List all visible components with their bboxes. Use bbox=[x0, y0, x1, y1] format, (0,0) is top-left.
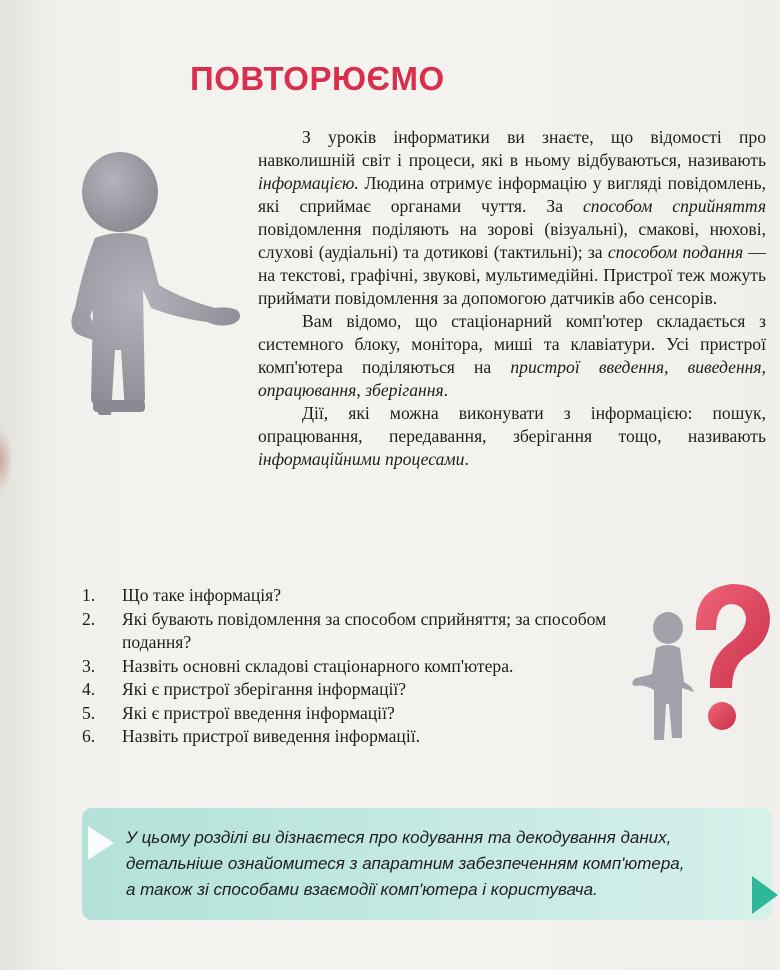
section-preview-text bbox=[126, 825, 746, 903]
emphasized-term: способом подання bbox=[607, 242, 744, 262]
question-mark-icon bbox=[628, 570, 778, 750]
question-item bbox=[82, 725, 642, 749]
question-number: 6. bbox=[82, 726, 96, 746]
question-number: 2. bbox=[82, 608, 96, 629]
question-text: Які є пристрої введення інформації? bbox=[122, 702, 395, 723]
intro-paragraph-1 bbox=[258, 126, 766, 310]
preview-line: детальніше ознайомитеся з апаратним забезпеченням комп'ютера, bbox=[126, 854, 685, 873]
question-number: 5. bbox=[82, 702, 96, 723]
question-number: 3. bbox=[82, 655, 96, 676]
question-item bbox=[82, 608, 642, 655]
emphasized-term: опрацювання bbox=[258, 380, 357, 400]
question-item bbox=[82, 702, 642, 726]
question-text: Назвіть основні складові стаціонарного комп'ютера. bbox=[122, 655, 514, 676]
question-text: Які бувають повідомлення за способом сприйняття; за способом подання? bbox=[122, 608, 607, 652]
text-run: , bbox=[356, 380, 366, 400]
next-arrow-icon[interactable] bbox=[752, 876, 778, 914]
person-figure-icon bbox=[55, 150, 250, 470]
question-number: 1. bbox=[82, 585, 96, 605]
emphasized-term: пристрої введення bbox=[510, 357, 665, 377]
emphasized-term: виведення bbox=[687, 357, 762, 377]
text-run: Людина отримує інформацію у вигляді повідомлень, які сприймає органами чуття. За bbox=[258, 173, 766, 216]
text-run: — на текстові, графічні, звукові, мультимедійні. Пристрої теж можуть приймати повідомлення за допомогою датчиків або сенсорів. bbox=[258, 242, 766, 308]
question-text: Які є пристрої зберігання інформації? bbox=[122, 679, 407, 699]
preview-line: а також зі способами взаємодії комп'ютера і користувача. bbox=[126, 880, 598, 899]
emphasized-term: інформаційними процесами bbox=[258, 449, 465, 469]
text-run: , bbox=[664, 357, 688, 377]
question-item bbox=[82, 678, 642, 702]
intro-paragraph-2 bbox=[258, 310, 766, 402]
arrow-right-icon bbox=[88, 826, 114, 860]
section-heading: ПОВТОРЮЄМО bbox=[190, 60, 445, 97]
question-item bbox=[82, 584, 642, 608]
text-run: , bbox=[761, 357, 766, 377]
text-run: . bbox=[443, 380, 449, 400]
question-number: 4. bbox=[82, 679, 96, 699]
preview-line: У цьому розділі ви дізнаєтеся про кодування та декодування даних, bbox=[126, 828, 672, 847]
text-run: З уроків інформатики ви знаєте, що відомості про навколишній світ і процеси, які в ньому відбуваються, називають bbox=[258, 127, 766, 170]
page-edge-shadow bbox=[0, 430, 12, 490]
text-run: повідомлення поділяють на зорові (візуальні), смакові, нюхові, слухові (аудіальні) та дотикові (тактильні); за bbox=[258, 219, 766, 262]
question-text: Що таке інформація? bbox=[122, 585, 282, 605]
emphasized-term: способом сприйняття bbox=[583, 196, 767, 216]
intro-text bbox=[258, 126, 766, 471]
text-run: . bbox=[464, 449, 469, 469]
review-questions-list bbox=[82, 584, 642, 749]
emphasized-term: зберігання bbox=[365, 380, 444, 400]
text-run: Дії, які можна виконувати з інформацією: пошук, опрацювання, передавання, зберігання тощо, називають bbox=[258, 403, 766, 446]
question-text: Назвіть пристрої виведення інформації. bbox=[122, 726, 421, 746]
emphasized-term: інформацією. bbox=[258, 173, 359, 193]
question-item bbox=[82, 655, 642, 679]
intro-paragraph-3 bbox=[258, 402, 766, 471]
text-run: Вам відомо, що стаціонарний комп'ютер складається з системного блоку, монітора, миші та клавіатури. Усі пристрої комп'ютера поділяються на bbox=[258, 311, 766, 377]
